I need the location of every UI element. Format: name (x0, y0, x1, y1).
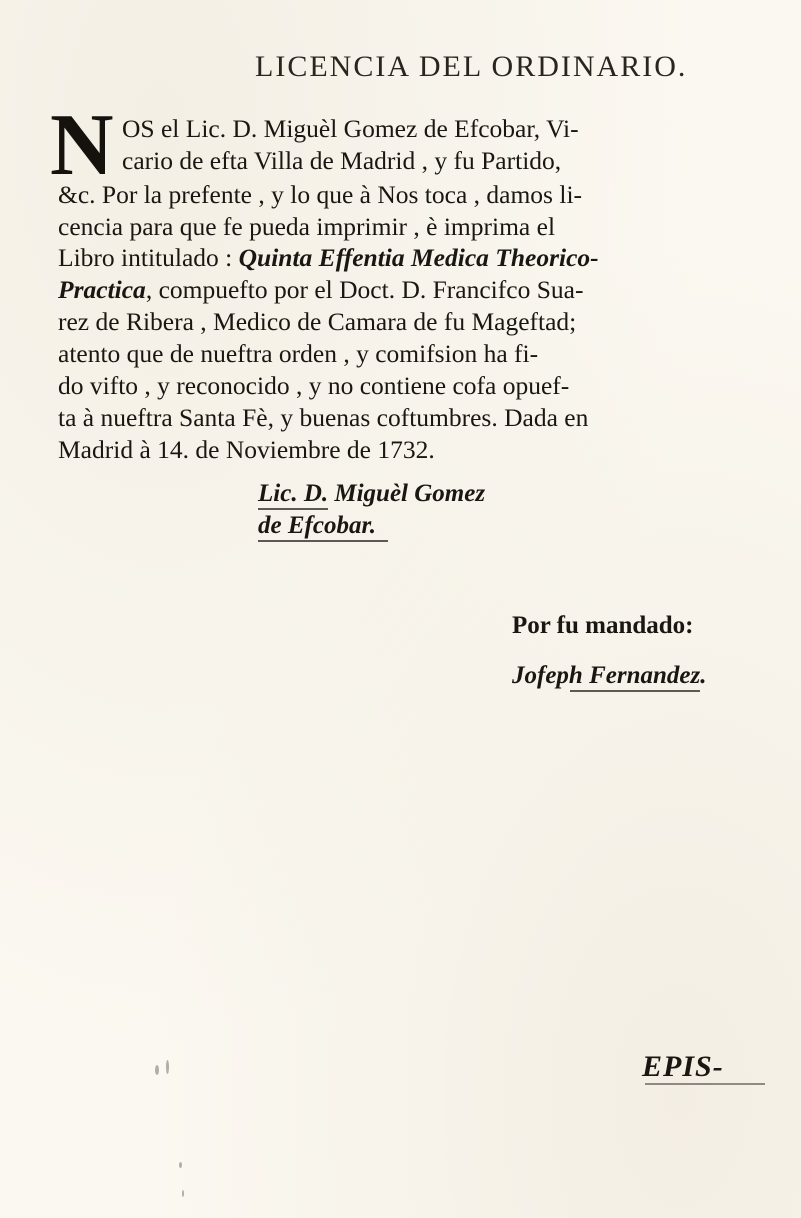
signature-underline-2 (258, 540, 388, 542)
paragraph-line-10: ta à nueftra Santa Fè, y buenas coftumbres. Dada en (58, 403, 589, 432)
paragraph-line-9: do vifto , y reconocido , y no contiene cofa opuef- (58, 371, 570, 400)
by-order-line: Por fu mandado: (512, 612, 694, 639)
book-title-part-2: Practica (58, 275, 146, 304)
signature-line-1: Lic. D. Miguèl Gomez (258, 480, 486, 507)
book-title-part-1: Quinta Effentia Medica Theorico- (238, 243, 599, 272)
secretary-signature: Jofeph Fernandez. (512, 662, 707, 689)
paragraph-line-3: &c. Por la prefente , y lo que à Nos toca , damos li- (58, 180, 583, 209)
paragraph-line-5-text: Libro intitulado : (58, 243, 239, 272)
page-heading: LICENCIA DEL ORDINARIO. (255, 50, 688, 83)
catchword: EPIS- (642, 1050, 724, 1083)
signature-line-2: de Efcobar. (258, 512, 377, 539)
ink-speck (179, 1162, 182, 1168)
paragraph-line-6-text: , compuefto por el Doct. D. Francifco Sua- (145, 275, 584, 304)
paragraph-line-6 (58, 275, 583, 305)
ink-speck (155, 1065, 159, 1075)
drop-cap: N (50, 97, 114, 194)
secretary-underline (570, 690, 700, 692)
paragraph-line-8: atento que de nueftra orden , y comifsion ha fi- (58, 339, 539, 368)
paragraph-line-2: cario de efta Villa de Madrid , y fu Partido, (122, 146, 562, 175)
catchword-underline (645, 1083, 765, 1085)
paragraph-line-7: rez de Ribera , Medico de Camara de fu Mageftad; (58, 307, 577, 336)
ink-speck (166, 1060, 169, 1074)
paragraph-line-1: OS el Lic. D. Miguèl Gomez de Efcobar, Vi- (122, 114, 579, 143)
paragraph-line-11: Madrid à 14. de Noviembre de 1732. (58, 435, 435, 464)
paragraph-line-4: cencia para que fe pueda imprimir , è imprima el (58, 212, 556, 241)
paragraph-line-5 (58, 243, 599, 273)
ink-speck (182, 1190, 184, 1197)
signature-underline-1 (258, 508, 328, 510)
